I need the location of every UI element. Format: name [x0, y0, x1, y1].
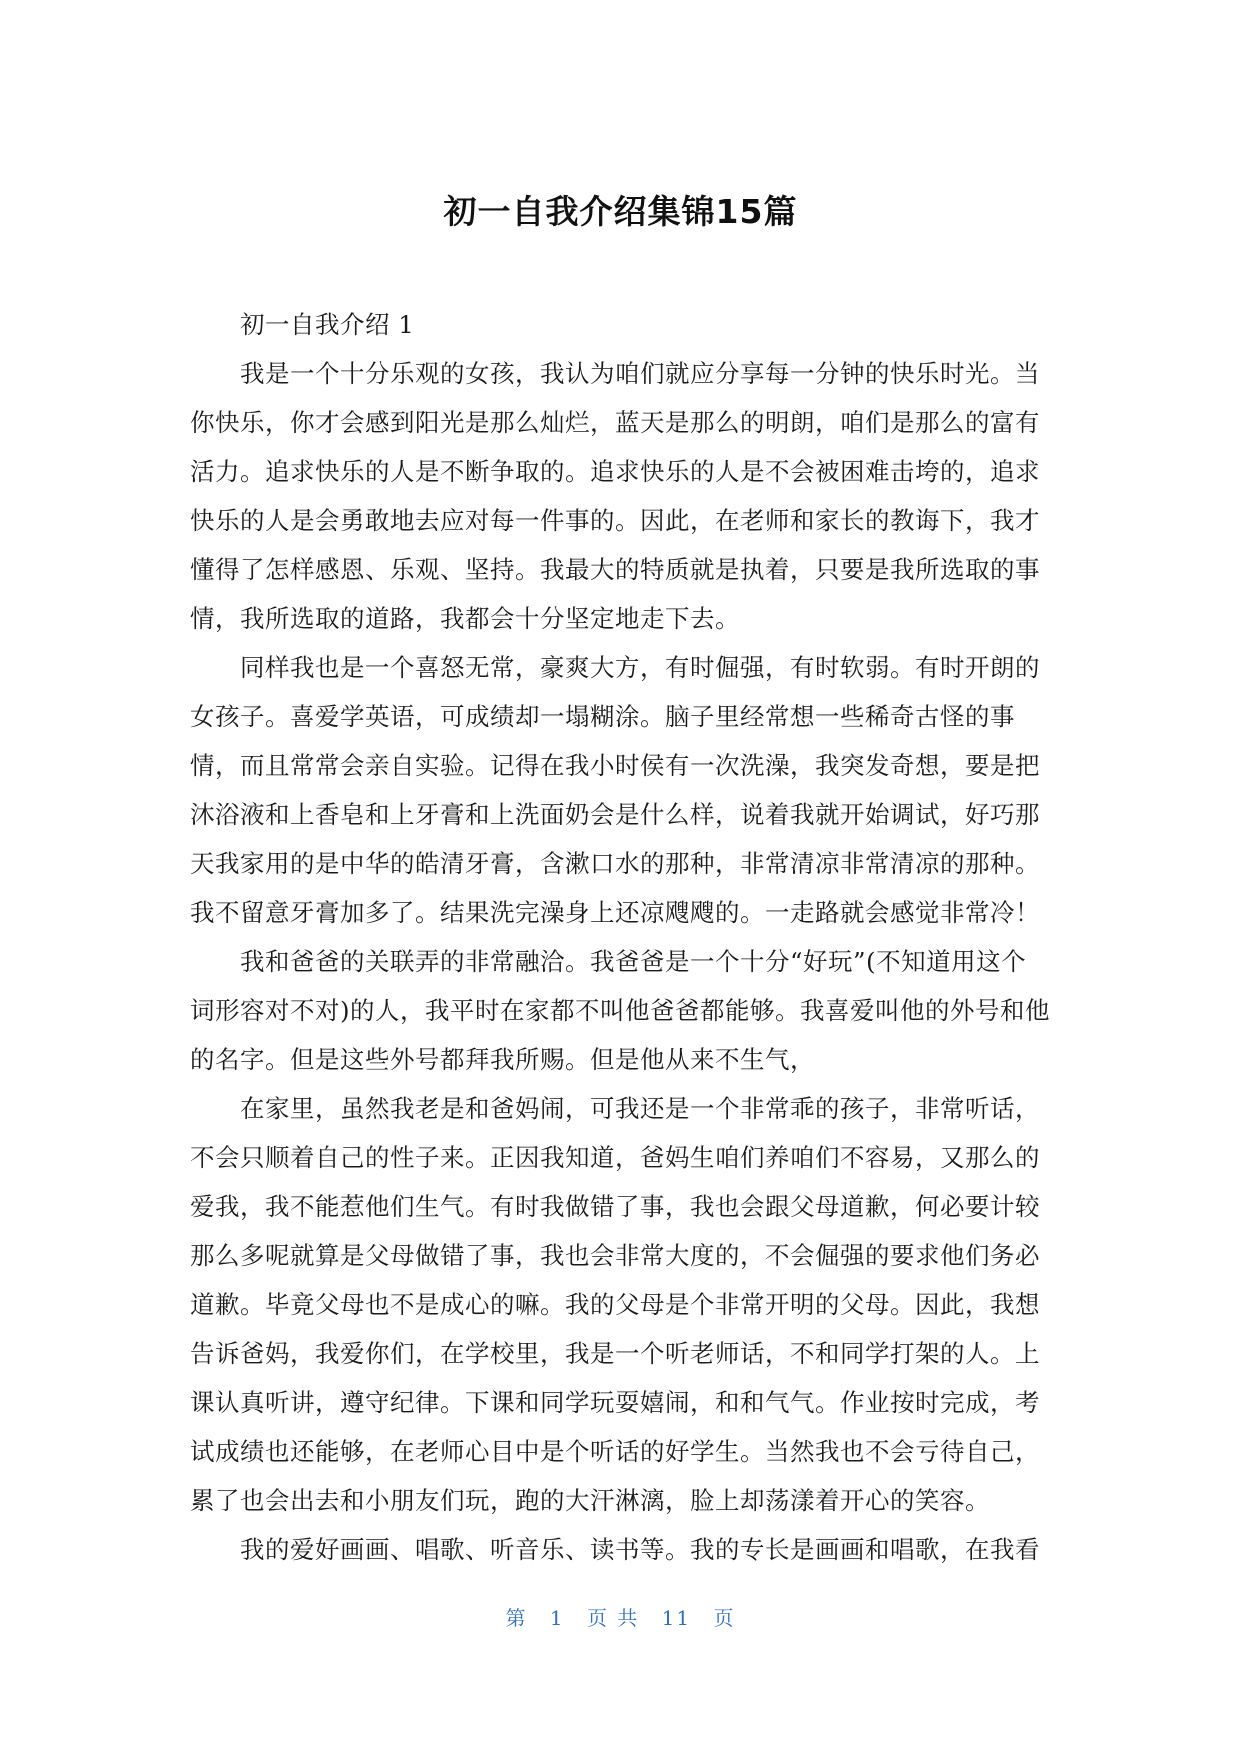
document-title: 初一自我介绍集锦15篇: [443, 192, 798, 231]
text-line: 我是一个十分乐观的女孩，我认为咱们就应分享每一分钟的快乐时光。当: [240, 359, 1040, 388]
text-line: 在家里，虽然我老是和爸妈闹，可我还是一个非常乖的孩子，非常听话，: [240, 1094, 1040, 1123]
text-line: 沐浴液和上香皂和上牙膏和上洗面奶会是什么样，说着我就开始调试，好巧那: [190, 800, 1040, 829]
page-footer: [0, 1602, 1241, 1631]
text-line: 同样我也是一个喜怒无常，豪爽大方，有时倔强，有时软弱。有时开朗的: [240, 653, 1040, 682]
text-line: 词形容对不对)的人，我平时在家都不叫他爸爸都能够。我喜爱叫他的外号和他: [190, 996, 1051, 1025]
text-line: 累了也会出去和小朋友们玩，跑的大汗淋漓，脸上却荡漾着开心的笑容。: [190, 1486, 990, 1515]
text-line: 我和爸爸的关联弄的非常融洽。我爸爸是一个十分“好玩”(不知道用这个: [240, 947, 1027, 976]
text-line: 初一自我介绍 1: [240, 310, 415, 339]
text-line: 懂得了怎样感恩、乐观、坚持。我最大的特质就是执着，只要是我所选取的事: [190, 555, 1040, 584]
text-line: 快乐的人是会勇敢地去应对每一件事的。因此，在老师和家长的教诲下，我才: [190, 506, 1040, 535]
text-line: 我的爱好画画、唱歌、听音乐、读书等。我的专长是画画和唱歌，在我看: [240, 1535, 1040, 1564]
text-line: 告诉爸妈，我爱你们，在学校里，我是一个听老师话，不和同学打架的人。上: [190, 1339, 1040, 1368]
text-line: 不会只顺着自己的性子来。正因我知道，爸妈生咱们养咱们不容易，又那么的: [190, 1143, 1040, 1172]
text-line: 道歉。毕竟父母也不是成心的嘛。我的父母是个非常开明的父母。因此，我想: [190, 1290, 1040, 1319]
text-line: 那么多呢就算是父母做错了事，我也会非常大度的，不会倔强的要求他们务必: [190, 1241, 1040, 1270]
footer-prefix: 第: [505, 1606, 528, 1630]
text-line: 情，而且常常会亲自实验。记得在我小时侯有一次洗澡，我突发奇想，要是把: [190, 751, 1040, 780]
text-line: 活力。追求快乐的人是不断争取的。追求快乐的人是不会被困难击垮的，追求: [190, 457, 1040, 486]
text-line: 的名字。但是这些外号都拜我所赐。但是他从来不生气，: [190, 1045, 815, 1074]
footer-total-pages: 11: [661, 1606, 692, 1630]
text-line: 试成绩也还能够，在老师心目中是个听话的好学生。当然我也不会亏待自己，: [190, 1437, 1040, 1466]
text-line: 情，我所选取的道路，我都会十分坚定地走下去。: [190, 604, 740, 633]
text-line: 天我家用的是中华的皓清牙膏，含漱口水的那种，非常清凉非常清凉的那种。: [190, 849, 1040, 878]
text-line: 女孩子。喜爱学英语，可成绩却一塌糊涂。脑子里经常想一些稀奇古怪的事: [190, 702, 1015, 731]
footer-suffix: 页: [713, 1606, 736, 1630]
text-line: 爱我，我不能惹他们生气。有时我做错了事，我也会跟父母道歉，何必要计较: [190, 1192, 1040, 1221]
text-line: 你快乐，你才会感到阳光是那么灿烂，蓝天是那么的明朗，咱们是那么的富有: [190, 408, 1040, 437]
footer-middle: 页 共: [586, 1606, 640, 1630]
document-body: [190, 300, 1050, 1574]
footer-current-page: 1: [549, 1606, 565, 1630]
text-line: 我不留意牙膏加多了。结果洗完澡身上还凉飕飕的。一走路就会感觉非常冷！: [190, 898, 1040, 927]
text-line: 课认真听讲，遵守纪律。下课和同学玩耍嬉闹，和和气气。作业按时完成，考: [190, 1388, 1040, 1417]
